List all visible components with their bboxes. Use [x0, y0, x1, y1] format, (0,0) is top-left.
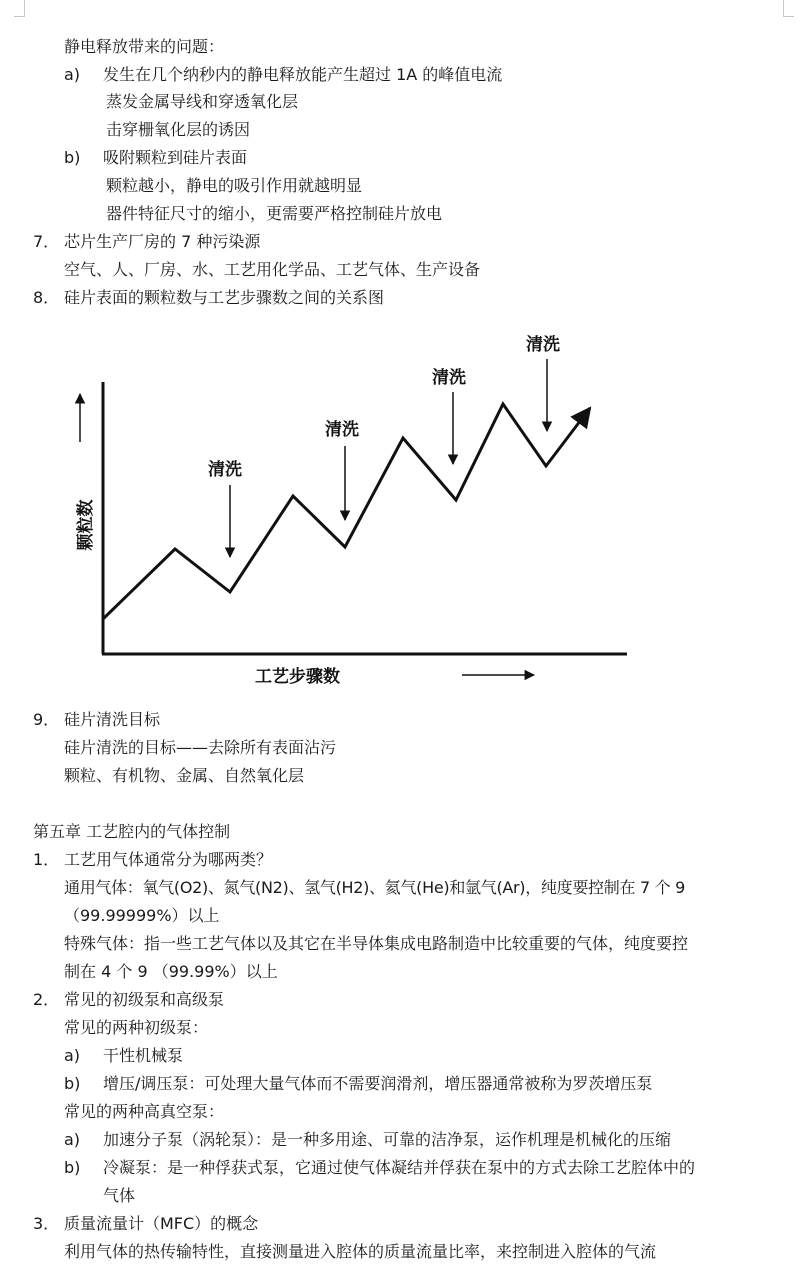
list-item-text: 工艺用气体通常分为哪两类？ — [64, 850, 273, 869]
body-text: 硅片清洗的目标——去除所有表面沾污 — [64, 738, 337, 757]
list-marker: a) — [64, 1046, 81, 1065]
list-item-text: 加速分子泵（涡轮泵）：是一种多用途、可靠的洁净泵，运作机理是机械化的压缩 — [103, 1130, 672, 1149]
body-text: 特殊气体：指一些工艺气体以及其它在半导体集成电路制造中比较重要的气体，纯度要控 — [64, 934, 689, 953]
list-number: 2． — [33, 990, 60, 1009]
body-text: 颗粒、有机物、金属、自然氧化层 — [64, 766, 305, 785]
list-marker: a) — [64, 1130, 81, 1149]
list-item-text: 冷凝泵：是一种俘获式泵，它通过使气体凝结并俘获在泵中的方式去除工艺腔体中的 — [103, 1158, 696, 1177]
list-item-text: 芯片生产厂房的 7 种污染源 — [64, 232, 261, 251]
sub-item-text: 击穿栅氧化层的诱因 — [106, 120, 251, 139]
list-marker: b) — [64, 1074, 81, 1093]
list-number: 8． — [33, 288, 60, 307]
wash-annotation — [526, 334, 560, 431]
page-corner-mark — [14, 0, 25, 17]
wash-annotation — [325, 419, 359, 520]
list-marker: a) — [64, 65, 81, 84]
sub-item-text: 蒸发金属导线和穿透氧化层 — [106, 92, 299, 111]
list-item-text: 增压/调压泵：可处理大量气体而不需要润滑剂，增压器通常被称为罗茨增压泵 — [103, 1074, 653, 1093]
body-text: 常见的两种高真空泵： — [64, 1102, 225, 1121]
particle-count-diagram — [60, 322, 640, 702]
list-marker: b) — [64, 1158, 81, 1177]
body-text: 制在 4 个 9 （99.99%）以上 — [64, 962, 278, 981]
body-text: 空气、人、厂房、水、工艺用化学品、工艺气体、生产设备 — [64, 260, 481, 279]
page-corner-mark — [783, 0, 794, 17]
wash-label: 清洗 — [208, 460, 242, 480]
wash-label: 清洗 — [526, 335, 560, 355]
list-item-text: 吸附颗粒到硅片表面 — [103, 148, 248, 167]
list-number: 3． — [33, 1214, 60, 1233]
body-text: （99.99999%）以上 — [64, 906, 220, 925]
body-text: 利用气体的热传输特性，直接测量进入腔体的质量流量比率，来控制进入腔体的气流 — [64, 1242, 657, 1261]
list-item-text: 硅片清洗目标 — [64, 710, 161, 729]
body-text: 常见的两种初级泵： — [64, 1018, 209, 1037]
list-item-text: 气体 — [103, 1186, 136, 1205]
list-number: 9． — [33, 710, 60, 729]
wash-label: 清洗 — [432, 368, 466, 388]
list-marker: b) — [64, 148, 81, 167]
body-text: 通用气体：氧气(O2)、氮气(N2)、氢气(H2)、氦气(He)和氩气(Ar)，纯度要控制在 7 个 9 — [64, 878, 685, 897]
sub-item-text: 颗粒越小，静电的吸引作用就越明显 — [106, 176, 363, 195]
section-heading: 静电释放带来的问题： — [64, 37, 225, 56]
y-axis-label: 颗粒数 — [76, 499, 96, 551]
list-item-text: 常见的初级泵和高级泵 — [64, 990, 225, 1009]
list-number: 7． — [33, 232, 60, 251]
list-item-text: 质量流量计（MFC）的概念 — [64, 1214, 259, 1233]
wash-annotation — [208, 459, 242, 557]
list-number: 1． — [33, 850, 60, 869]
wash-label: 清洗 — [325, 420, 359, 440]
list-item-text: 硅片表面的颗粒数与工艺步骤数之间的关系图 — [64, 288, 385, 307]
sub-item-text: 器件特征尺寸的缩小，更需要严格控制硅片放电 — [106, 204, 443, 223]
list-item-text: 发生在几个纳秒内的静电释放能产生超过 1A 的峰值电流 — [103, 65, 503, 84]
wash-annotation — [432, 367, 466, 464]
chapter-title: 第五章 工艺腔内的气体控制 — [33, 822, 231, 841]
x-axis-label: 工艺步骤数 — [255, 667, 340, 687]
list-item-text: 干性机械泵 — [103, 1046, 184, 1065]
